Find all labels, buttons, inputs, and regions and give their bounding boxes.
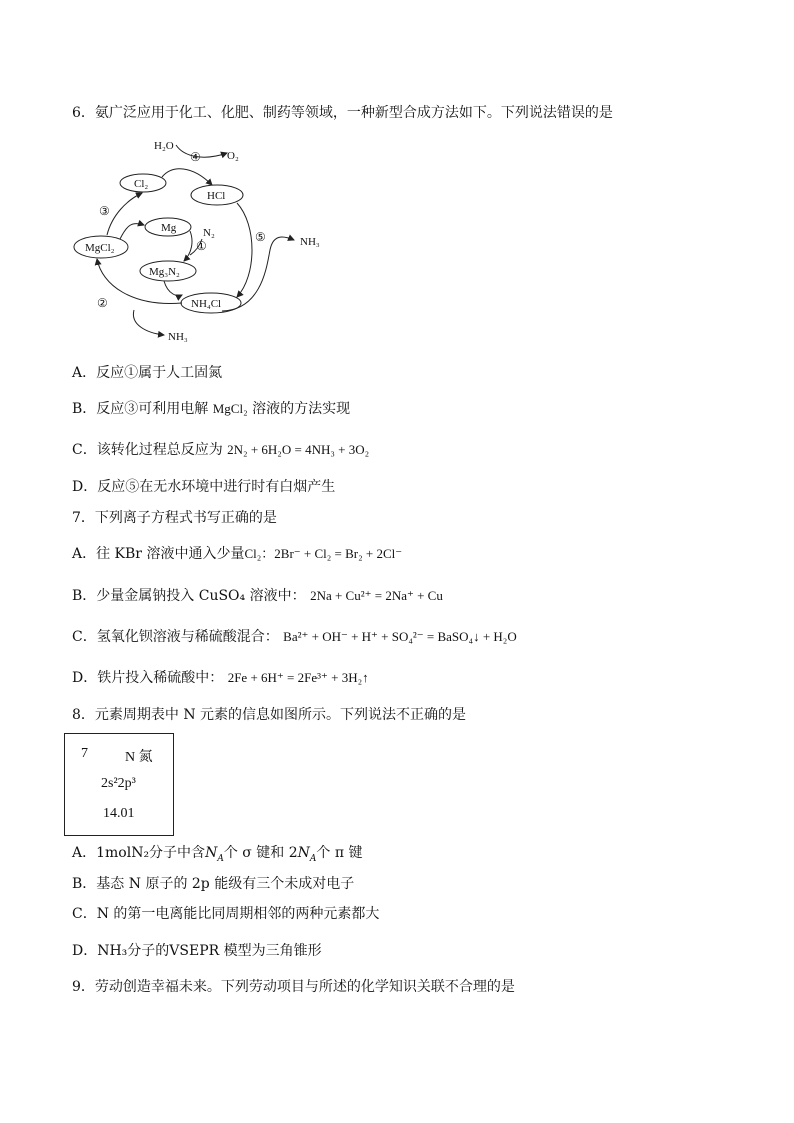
q6-option-c-pre: C．该转化过程总反应为 [72, 442, 223, 458]
q7-option-a-eq: ：2Br⁻ + Cl₂ = Br₂ + 2Cl⁻ [261, 546, 403, 561]
arrow-mgcl2-cl2 [107, 193, 142, 235]
q7-option-c-pre: C．氢氧化钡溶液与稀硫酸混合： [72, 629, 279, 645]
element-info-box [64, 733, 174, 836]
step-5-marker: ⑤ [255, 230, 266, 244]
cycle-svg [72, 135, 342, 350]
arrow-mg3n2-nh4cl [164, 281, 182, 296]
arrow-to-nh3-right [222, 237, 294, 311]
arrow-cl2-hcl [162, 169, 212, 185]
nh3-bottom-label: NH₃ [168, 331, 188, 343]
cl2-label: Cl₂ [134, 178, 149, 190]
synthesis-cycle-diagram [72, 135, 342, 350]
arrow-to-nh3-bottom [133, 310, 164, 335]
mg-label: Mg [161, 222, 177, 234]
h2o-label: H₂O [154, 140, 174, 152]
q8-option-a-pre: A．1molN₂分子中含 [72, 845, 206, 861]
q6-option-b-pre: B．反应③可利用电解 [72, 401, 209, 417]
q8-option-c: C．N 的第一电离能比同周期相邻的两种元素都大 [72, 906, 380, 922]
q7-option-b-eq: 2Na + Cu²⁺ = 2Na⁺ + Cu [310, 588, 443, 603]
question-9-stem: 9．劳动创造幸福未来。下列劳动项目与所述的化学知识关联不合理的是 [72, 979, 515, 995]
q6-option-a: A．反应①属于人工固氮 [72, 365, 223, 381]
question-7-stem: 7．下列离子方程式书写正确的是 [72, 510, 277, 526]
arrow-to-mg [120, 224, 144, 239]
q6-option-b-post: 溶液的方法实现 [252, 401, 351, 417]
q7-option-d-eq: 2Fe + 6H⁺ = 2Fe³⁺ + 3H₂↑ [227, 670, 369, 685]
q7-option-c [72, 627, 517, 647]
q8-option-b: B．基态 N 原子的 2p 能级有三个未成对电子 [72, 876, 355, 892]
question-8-stem: 8．元素周期表中 N 元素的信息如图所示。下列说法不正确的是 [72, 707, 467, 723]
q7-option-b-pre: B．少量金属钠投入 CuSO₄ 溶液中： [72, 588, 306, 604]
step-2-marker: ② [97, 296, 108, 310]
arrow-hcl-nh4cl [237, 203, 252, 297]
q7-option-d-pre: D．铁片投入稀硫酸中： [72, 670, 224, 686]
q8-option-a-mid: 个 σ 键和 2 [223, 845, 298, 861]
q8-option-a-na1: N [205, 845, 218, 861]
q6-option-d: D．反应⑤在无水环境中进行时有白烟产生 [72, 479, 336, 495]
arrow-h2o-o2 [176, 145, 227, 157]
q6-option-c-formula: 2N₂ + 6H₂O = 4NH₃ + 3O₂ [227, 442, 370, 457]
q8-option-a-post: 个 π 键 [316, 845, 363, 861]
mgcl2-label: MgCl₂ [85, 242, 115, 254]
q8-option-d: D．NH₃分子的VSEPR 模型为三角锥形 [72, 943, 322, 959]
step-4-marker: ④ [190, 150, 201, 164]
step-1-marker: ① [196, 239, 207, 253]
q8-option-a: A．1molN₂分子中含$N_A$个 σ 键和 $2N_A$个 π 键 [72, 845, 363, 864]
o2-label: O₂ [227, 150, 239, 162]
q7-option-d [72, 668, 369, 688]
q8-option-a-na2: N [297, 845, 310, 861]
atomic-mass: 14.01 [103, 806, 135, 821]
nh3-right-label: NH₃ [300, 236, 320, 248]
q6-option-b-formula: MgCl₂ [212, 401, 248, 416]
n2-label: N₂ [203, 227, 215, 239]
q7-option-a-cl2: Cl₂ [244, 546, 262, 561]
mg3n2-label: Mg₃N₂ [149, 266, 180, 278]
q7-option-a-pre: A．往 KBr 溶液中通入少量 [72, 546, 245, 562]
q7-option-b [72, 586, 443, 606]
step-3-marker: ③ [99, 204, 110, 218]
nh4cl-label: NH₄Cl [191, 298, 222, 310]
hcl-label: HCl [207, 190, 226, 202]
q7-option-c-eq: Ba²⁺ + OH⁻ + H⁺ + SO₄²⁻ = BaSO₄↓ + H₂O [283, 629, 517, 644]
element-symbol: N 氮 [125, 750, 153, 765]
q7-option-a [72, 544, 402, 564]
atomic-number: 7 [81, 746, 88, 761]
electron-config: 2s²2p³ [101, 776, 136, 791]
q6-option-b [72, 399, 350, 419]
arrow-mg-mg3n2 [184, 231, 192, 261]
question-6-stem: 6．氨广泛应用于化工、化肥、制药等领域，一种新型合成方法如下。下列说法错误的是 [72, 105, 613, 121]
q6-option-c [72, 440, 369, 460]
